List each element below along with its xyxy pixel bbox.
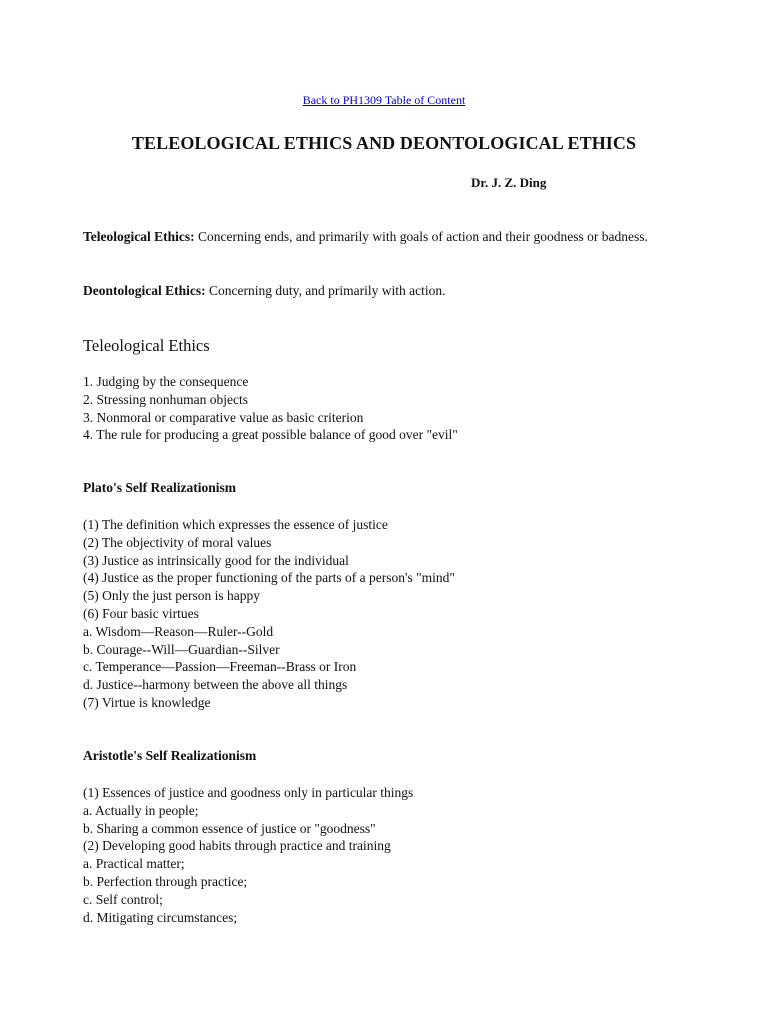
plato-section-heading: Plato's Self Realizationism: [83, 480, 236, 495]
list-item: c. Temperance—Passion—Freeman--Brass or Iron: [83, 659, 357, 675]
teleological-definition-text: Concerning ends, and primarily with goals of action and their goodness or badness.: [198, 229, 648, 244]
list-item: (5) Only the just person is happy: [83, 588, 260, 604]
list-item: a. Actually in people;: [83, 802, 199, 818]
list-item: b. Sharing a common essence of justice or "goodness": [83, 820, 376, 836]
aristotle-list: [83, 784, 703, 926]
teleological-section-heading: Teleological Ethics: [83, 336, 210, 355]
list-item: c. Self control;: [83, 891, 163, 907]
list-item: (2) The objectivity of moral values: [83, 534, 272, 550]
list-item: 1. Judging by the consequence: [83, 374, 249, 389]
list-item: 4. The rule for producing a great possible balance of good over "evil": [83, 427, 458, 443]
list-item: (1) Essences of justice and goodness only in particular things: [83, 785, 414, 800]
list-item: a. Wisdom—Reason—Ruler--Gold: [83, 623, 274, 639]
teleological-list: [83, 373, 703, 444]
list-item: b. Perfection through practice;: [83, 873, 248, 889]
deontological-term: Deontological Ethics:: [83, 283, 206, 298]
list-item: a. Practical matter;: [83, 856, 185, 872]
author-name: Dr. J. Z. Ding: [471, 175, 547, 190]
list-item: (3) Justice as intrinsically good for the individual: [83, 552, 349, 568]
list-item: 2. Stressing nonhuman objects: [83, 391, 248, 407]
list-item: b. Courage--Will—Guardian--Silver: [83, 641, 280, 657]
list-item: d. Justice--harmony between the above all things: [83, 677, 348, 693]
plato-list: [83, 516, 703, 712]
deontological-definition-text: Concerning duty, and primarily with action.: [209, 283, 446, 298]
list-item: (1) The definition which expresses the essence of justice: [83, 517, 388, 532]
list-item: (2) Developing good habits through practice and training: [83, 838, 391, 854]
list-item: (4) Justice as the proper functioning of the parts of a person's "mind": [83, 570, 455, 586]
list-item: (7) Virtue is knowledge: [83, 694, 211, 710]
list-item: 3. Nonmoral or comparative value as basic criterion: [83, 409, 364, 425]
deontological-definition: [83, 282, 683, 300]
back-to-toc-link[interactable]: Back to PH1309 Table of Content: [302, 93, 466, 107]
list-item: (6) Four basic virtues: [83, 605, 199, 621]
teleological-term: Teleological Ethics:: [83, 229, 195, 244]
teleological-definition: [83, 228, 683, 246]
aristotle-section-heading: Aristotle's Self Realizationism: [83, 748, 257, 763]
list-item: d. Mitigating circumstances;: [83, 909, 238, 925]
page-title: TELEOLOGICAL ETHICS AND DEONTOLOGICAL ETHICS: [131, 133, 637, 153]
